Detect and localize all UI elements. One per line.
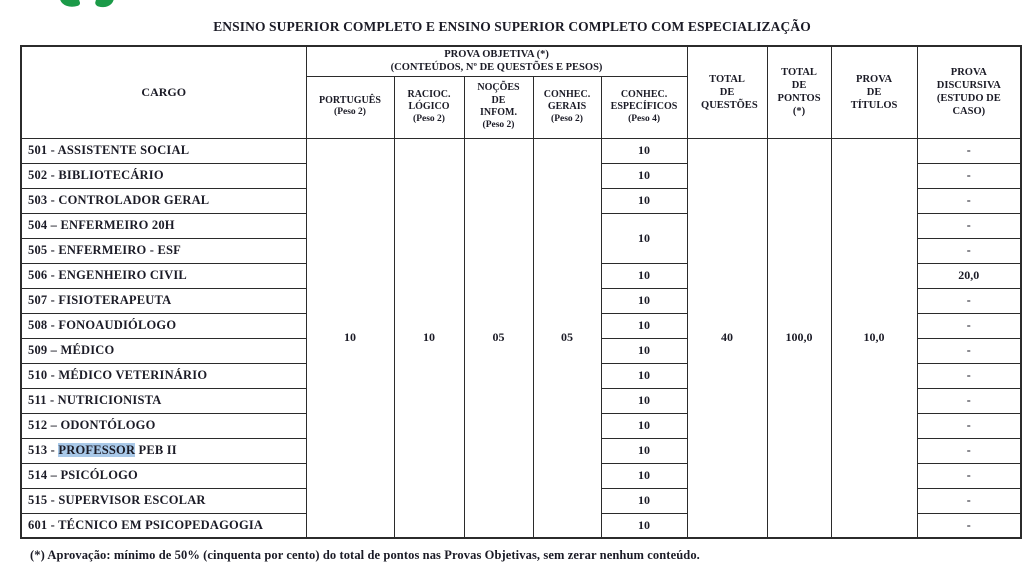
exam-structure-table bbox=[20, 45, 1022, 539]
prova-discursiva-value-cell: - bbox=[917, 413, 1021, 438]
prova-discursiva-value-cell: - bbox=[917, 438, 1021, 463]
conhec-especificos-value-cell: 10 bbox=[601, 163, 687, 188]
conhec-especificos-value-cell: 10 bbox=[601, 313, 687, 338]
table-row bbox=[21, 138, 1021, 163]
col-header-raciocinio-logico: RACIOC. LÓGICO (Peso 2) bbox=[394, 76, 464, 138]
conhec-especificos-value-cell: 10 bbox=[601, 288, 687, 313]
total-questoes-value-cell: 40 bbox=[687, 138, 767, 538]
col-header-total-questoes: TOTAL DE QUESTÕES bbox=[687, 46, 767, 138]
raciocinio-logico-value-cell: 10 bbox=[394, 138, 464, 538]
prova-discursiva-value-cell: - bbox=[917, 363, 1021, 388]
cargo-cell: 508 - FONOAUDIÓLOGO bbox=[21, 313, 306, 338]
cargo-cell: 506 - ENGENHEIRO CIVIL bbox=[21, 263, 306, 288]
prova-objetiva-title: PROVA OBJETIVA (*) bbox=[444, 49, 549, 61]
conhec-especificos-value-cell: 10 bbox=[601, 263, 687, 288]
conhec-especificos-value-cell: 10 bbox=[601, 338, 687, 363]
col-header-prova-discursiva: PROVA DISCURSIVA (ESTUDO DE CASO) bbox=[917, 46, 1021, 138]
prova-discursiva-value-cell: - bbox=[917, 163, 1021, 188]
prova-discursiva-value-cell: 20,0 bbox=[917, 263, 1021, 288]
cargo-cell: 507 - FISIOTERAPEUTA bbox=[21, 288, 306, 313]
conhec-especificos-value-cell: 10 bbox=[601, 138, 687, 163]
cargo-cell: 512 – ODONTÓLOGO bbox=[21, 413, 306, 438]
cargo-cell: 511 - NUTRICIONISTA bbox=[21, 388, 306, 413]
cargo-cell: 515 - SUPERVISOR ESCOLAR bbox=[21, 488, 306, 513]
cargo-cell: 501 - ASSISTENTE SOCIAL bbox=[21, 138, 306, 163]
cargo-cell: 502 - BIBLIOTECÁRIO bbox=[21, 163, 306, 188]
cargo-cell: 509 – MÉDICO bbox=[21, 338, 306, 363]
prova-discursiva-value-cell: - bbox=[917, 288, 1021, 313]
conhec-gerais-value-cell: 05 bbox=[533, 138, 601, 538]
total-pontos-value-cell: 100,0 bbox=[767, 138, 831, 538]
prova-discursiva-value-cell: - bbox=[917, 338, 1021, 363]
col-header-nocoes-infom: NOÇÕES DE INFOM. (Peso 2) bbox=[464, 76, 533, 138]
logo-leaf-icon bbox=[94, 0, 114, 10]
prova-titulos-value-cell: 10,0 bbox=[831, 138, 917, 538]
prova-objetiva-subtitle: (CONTEÚDOS, Nº DE QUESTÕES E PESOS) bbox=[390, 62, 603, 74]
col-header-cargo: CARGO bbox=[21, 46, 306, 138]
col-header-conhec-gerais: CONHEC. GERAIS (Peso 2) bbox=[533, 76, 601, 138]
conhec-especificos-value-cell: 10 bbox=[601, 488, 687, 513]
prova-discursiva-value-cell: - bbox=[917, 513, 1021, 538]
prova-discursiva-value-cell: - bbox=[917, 188, 1021, 213]
prova-discursiva-value-cell: - bbox=[917, 213, 1021, 238]
prova-discursiva-value-cell: - bbox=[917, 388, 1021, 413]
conhec-especificos-value-cell: 10 bbox=[601, 438, 687, 463]
prova-discursiva-value-cell: - bbox=[917, 463, 1021, 488]
col-header-prova-objetiva bbox=[306, 46, 687, 76]
cargo-cell: 513 - PROFESSOR PEB II bbox=[21, 438, 306, 463]
conhec-especificos-value-cell: 10 bbox=[601, 513, 687, 538]
conhec-especificos-value-cell: 10 bbox=[601, 463, 687, 488]
portugues-value-cell: 10 bbox=[306, 138, 394, 538]
col-header-conhec-especificos: CONHEC. ESPECÍFICOS (Peso 4) bbox=[601, 76, 687, 138]
search-highlight: PROFESSOR bbox=[58, 443, 136, 457]
cargo-cell: 503 - CONTROLADOR GERAL bbox=[21, 188, 306, 213]
logo-leaf-icon bbox=[59, 0, 80, 10]
cargo-cell: 510 - MÉDICO VETERINÁRIO bbox=[21, 363, 306, 388]
cargo-cell: 504 – ENFERMEIRO 20H bbox=[21, 213, 306, 238]
col-header-prova-titulos: PROVA DE TÍTULOS bbox=[831, 46, 917, 138]
cargo-cell: 514 – PSICÓLOGO bbox=[21, 463, 306, 488]
col-header-portugues: PORTUGUÊS (Peso 2) bbox=[306, 76, 394, 138]
prova-discursiva-value-cell: - bbox=[917, 313, 1021, 338]
col-header-total-pontos: TOTAL DE PONTOS (*) bbox=[767, 46, 831, 138]
conhec-especificos-value-cell: 10 bbox=[601, 188, 687, 213]
conhec-especificos-value-cell: 10 bbox=[601, 213, 687, 263]
cargo-cell: 601 - TÉCNICO EM PSICOPEDAGOGIA bbox=[21, 513, 306, 538]
page-title: ENSINO SUPERIOR COMPLETO E ENSINO SUPERIOR COMPLETO COM ESPECIALIZAÇÃO bbox=[213, 19, 811, 34]
cargo-cell: 505 - ENFERMEIRO - ESF bbox=[21, 238, 306, 263]
conhec-especificos-value-cell: 10 bbox=[601, 413, 687, 438]
conhec-especificos-value-cell: 10 bbox=[601, 363, 687, 388]
nocoes-infom-value-cell: 05 bbox=[464, 138, 533, 538]
prova-discursiva-value-cell: - bbox=[917, 138, 1021, 163]
approval-footnote: (*) Aprovação: mínimo de 50% (cinquenta por cento) do total de pontos nas Provas Objetivas, sem zerar nenhum conteúdo. bbox=[30, 548, 700, 562]
prova-discursiva-value-cell: - bbox=[917, 488, 1021, 513]
conhec-especificos-value-cell: 10 bbox=[601, 388, 687, 413]
prova-discursiva-value-cell: - bbox=[917, 238, 1021, 263]
